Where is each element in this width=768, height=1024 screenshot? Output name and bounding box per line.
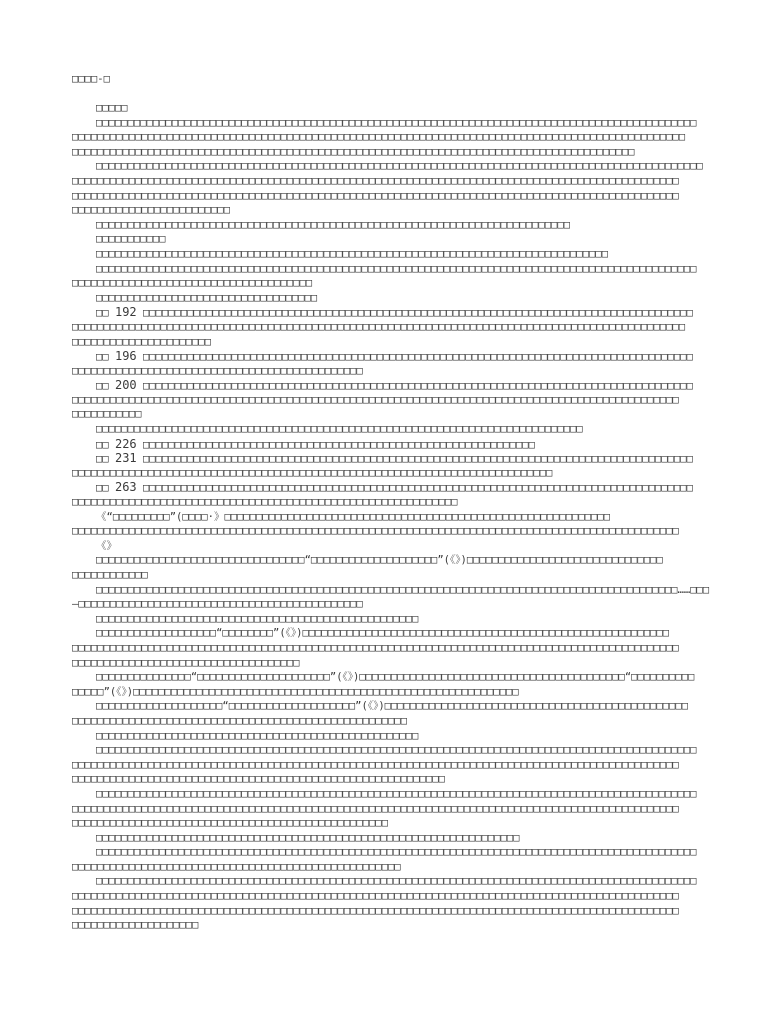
line-text: □□□□□□□□□□□□□□□□□□□□□□□□□□□□□□□□□“□□□□□□□□□□□□□□□□□□□□”(《》)□□□□□□□□□□□□□□□□□□□□□□□□□□□□□□□ [96,554,663,567]
line-text: □□□□□□□□□□□□□□□□□□□□□□□□□□□□□□□□□□□□ [72,656,300,669]
text-line [72,524,712,539]
line-text: □□□□□□□□□□□□□□□□□□□□□□□□□□□□□□□□□□□□□□□□□□□□□□□□□□□□□□□□□□□□□□□□□□□□□□□□□□□□□□□□□□□□□□□□□□□□□□□□ [72,525,679,538]
text-line [72,276,712,291]
line-text: □□□□□□□□□□□□□□□□□□□□□□□□□□□□□□□□□□□□□□□□□□□□□□□□□□□□□□□□□□□□□□□□□□□□□□□□□□□□ [72,466,553,479]
text-line [72,583,712,598]
text-line [72,262,712,277]
line-text: □□□□□□□□□□□□□□□□□□□□□□□□□□□□□□□□□□□□□□□□□□□□□□ [72,364,363,377]
line-text: □□□□□□□□□□□□□□□□□□□□□□□□□□□□□□□□□□□□□□□□□□□□□□□□□□□□ [72,860,401,873]
line-text: □□□□□□□□□□□□□□□□□□□□□□□□□□□□□□□□□□□□□□□□□□□□□□□□□□□□□□□□□□□□□□□□□□□□□□□□□□□□□□□□□□□□□□□ [136,307,693,320]
text-line [72,772,712,787]
page-header: □□□□-□ [72,73,110,85]
text-line [72,743,712,758]
body-text [72,101,712,933]
text-line [72,553,712,568]
text-line [72,407,712,422]
text-line [72,174,712,189]
text-line [72,641,712,656]
text-line [72,685,712,700]
line-text: □□□□□□□□□□□□□□□□□□□□□□□□□□□□□□□□□□□□□□□□□□□□□□□□□□□□□□□□□□□□□□□□□□□□□□□□□□□□□□□□□□□□□□□ [136,380,693,393]
text-line [72,656,712,671]
page-number-ref: 200 [114,378,137,393]
line-text: □□□□□”(《》)□□□□□□□□□□□□□□□□□□□□□□□□□□□□□□□□□□□□□□□□□□□□□□□□□□□□□□□□□□□□□ [72,685,519,698]
text-line [72,116,712,131]
line-text: □□□□□□□□□□□□□□□□□□□□□□□□□□□□□□□□□□□□□□□□□□□□□□□□□□□ [96,729,419,742]
text-line [72,130,712,145]
line-text: □□□□□□□□□□□□□□□□□□□□ [72,919,199,932]
line-text: □□□□□□□□□□□□□□□□□□□□□□□□□□□□□□□□□□□□□□□□□□□□□□□□□□□□□□□□□□□□□□□□□□□□□□□□□□□□□□□□□□□□□□□ [136,453,693,466]
text-line [72,612,712,627]
text-line [72,495,712,510]
line-prefix: □□ [96,307,115,320]
text-line [72,874,712,889]
page-number-ref: 231 [114,451,137,466]
line-prefix: □□ [96,380,115,393]
line-text: □□□□□ [96,102,128,114]
text-line [72,437,712,452]
line-prefix: □□ [96,482,115,495]
text-line [72,568,712,583]
line-text: □□□□□□□□□□□□□□□□□□□□□□□□□□□□□□□□□□□□□□□□□□□□□□□□□□□□□□□□□□□□□□□□□□□□□□□□□□□□□□□□□□□□□□□□□□□□□□□ [96,846,697,859]
text-line [72,232,712,247]
line-text: □□□□□□□□□□□□□□□□□□□□□□□□□□□□□□□□□□□□□□□□□□□□□□□□□□□□□□□□□□□□□ [72,496,458,509]
text-line [72,422,712,437]
line-text: □□□□□□□□□□□□□□□□□□□□□□□□□□□□□□□□□□□□□□□□□□□□□□□□□□□□□□□□□□□□□□□□□□□□□□□□□□□□□□□□□□□□□□□□□□□□□□□□ [72,802,679,815]
line-text: □□□□□□□□□□□□□□□“□□□□□□□□□□□□□□□□□□□□□”(《》)□□□□□□□□□□□□□□□□□□□□□□□□□□□□□□□□□□□□□□□□□□“□□□□□□□□□□ [96,671,695,684]
line-text: □□□□□□□□□□□□□□□□□□□□□□□□□□□□□□□□□□□□□□□□□□□□□□□□□□□□□□□□□□□□□□□□□□□□□□□□□□□□□□□□□□□□□□□□□□□□□□□ [96,116,697,129]
text-line [72,889,712,904]
text-line [72,349,712,364]
text-line [72,378,712,393]
text-line [72,802,712,817]
line-text: □□□□□□□□□□□□□□□□□□□□□□□□□□□□□□□□□□□□□□□□□□□□□□□□□□ [72,817,389,830]
line-text: □□□□□□□□□□□□□□□□□□□□□□□□□□□□□□□□□□□□□□□□□□□□□□□□□□□□□□□□□□□□□□□□□□□□□□□□□□□□□ [96,423,583,436]
text-line [72,714,712,729]
line-prefix: □□ [96,438,115,451]
text-line [72,626,712,641]
line-text: □□□□□□□□□□□□□□□□□□□□□□□□□□□□□□□□□□□□□□□□□□□□□□□□□□□□□□□□□□□□□□□□□□□□□□□□□□□□□□□□□□□□□□□□□□□□□□□□□ [72,131,686,144]
line-text: □□□□□□□□□□□ [96,233,166,246]
text-line [72,699,712,714]
line-text: □□□□□□□□□□□□□□□□□□□□□□□□□□□□□□□□□□□□□□□□□□□□□□□□□□□□□□□□□□□□□□□□□□□ [96,831,520,844]
text-line [72,145,712,160]
text-line [72,480,712,495]
line-text: □□□□□□□□□□□□□□□□□□□□□□□□□□□□□□□□□□□□□□□□□□□□□□□□□□□□□□□□□□□□□□□□□□□□□□□□□□□□□□□□□□□□□□□□□□□□□□□□ [72,393,679,406]
line-prefix: □□ [96,453,115,466]
text-line [72,860,712,875]
page-number-ref: 263 [114,480,137,495]
text-line [72,393,712,408]
text-line [72,831,712,846]
text-line [72,918,712,933]
line-text: □□□□□□□□□□□ [72,408,142,421]
text-line [72,816,712,831]
line-text: 《“□□□□□□□□□”(□□□□·》□□□□□□□□□□□□□□□□□□□□□□□□□□□□□□□□□□□□□□□□□□□□□□□□□□□□□□□□□□□□□ [96,510,611,523]
text-line [72,159,712,174]
text-line [72,670,712,685]
text-line [72,510,712,525]
text-line [72,189,712,204]
line-text: □□□□□□□□□□□□□□□□□□□□□□□□□□□□□□□□□□□□□□□□□□□□□□□□□□□□□□□□□□□□□□□□□□□□□□□□□□□□□□□□□□□□□□□□□□□□□□□□ [96,160,703,173]
text-line [72,364,712,379]
line-text: □□□□□□□□□□□□□□□□□□□□□□□□□□□□□□□□□□□□□□□□□□□□□□□□□□□ [96,612,419,625]
line-text: □□□□□□□□□□□□□□□□□□□□□□□□□□□□□□□□□□□□□□□□□□□□□□□□□□□□□□□□□□□□□□□□□□□□□□□□□□□□□□□□□□□□□□□□□□□□□□□□ [72,758,679,771]
line-text: —□□□□□□□□□□□□□□□□□□□□□□□□□□□□□□□□□□□□□□□□□□□□□ [72,598,363,611]
page-number-ref: 192 [114,305,137,320]
text-line [72,320,712,335]
line-text: □□□□□□□□□□□□□□□□□□□□“□□□□□□□□□□□□□□□□□□□□”(《》)□□□□□□□□□□□□□□□□□□□□□□□□□□□□□□□□□□□□□□□□□□□□□□□□ [96,700,689,713]
text-line [72,203,712,218]
line-text: □□□□□□□□□□□□□□□□□□□□□□□□□□□□□□□□□□□□□□□□□□□□□□□□□□□□□□□□□□□□□□□□□□□□□□□□□□□□□□□□□□□□□□□□□□□□□□□□□ [72,320,686,333]
line-text: □□□□□□□□□□□□□□□□□□□□□□□□□□□□□□□□□□□□□□□□□□□□□□□□□□□□□ [72,714,408,727]
text-line [72,451,712,466]
text-line [72,466,712,481]
line-text: □□□□□□□□□□□□□□□□□□□□□□□□□□□□□□□□□□□□□□□□□□□□□□□□□□□□□□□□□□□□□□□□□□□□□□□□□□□□□□□□□□□□□□□□□□□□□□□ [96,875,697,888]
text-line [72,539,712,554]
line-text: □□□□□□□□□□□□□□□□□□□□□□□□□□□□□□□□□□□□□□□□□□□□□□□□□□□□□□□□□□□□□□□□□□□□□□□□□□□□□□□□□□□□□□□□□□□□……□□□ [96,583,710,596]
line-text: □□□□□□□□□□□□□□□□□□□□□□□□□□□□□□□□□□□□□□□□□□□□□□□□□□□□□□□□□□□□□□ [136,438,535,451]
line-text: □□□□□□□□□□□□□□□□□□□□□□□□□□□□□□□□□□□□□□□□□□□□□□□□□□□□□□□□□□□□□□□□□□□□□□□□□□□□□□□□□□□□□□□□□□□□□□□□ [72,641,679,654]
line-text: □□□□□□□□□□□□□□□□□□□□□□□□□□□□□□□□□□□□□□□□□□□□□□□□□□□□□□□□□□□□□□□□□□□□□□□□□□□□□□□□□□□□□□□□□□□□□□□ [96,744,697,757]
line-text: □□□□□□□□□□□□□□□□□□□□□□□□□□□□□□□□□□□□□□□□□□□□□□□□□□□□□□□□□□□□□□□□□□□□□□□□□□□□□□□□□□□□□□□□□□□□□□□□ [72,890,679,903]
line-text: □□□□□□□□□□□□□□□□□□□□□□□□□□□□□□□□□□□□□□ [72,277,313,290]
line-text: 《》 [96,539,117,552]
line-text: □□□□□□□□□□□□□□□□□□□□□□□□□ [72,204,231,217]
line-text: □□□□□□□□□□□□□□□□□□□□□□□□□□□□□□□□□□□□□□□□□□□□□□□□□□□□□□□□□□□□□□□□□□□□□□□□□□□□□□□□□□□□□□□□□□□□□□□ [96,262,697,275]
line-text: □□□□□□□□□□□□□□□□□□□□□□□□□□□□□□□□□□□□□□□□□□□□□□□□□□□□□□□□□□□□□□□□□□□□□□□□□□□□□□□□□□□□□□□□□□□□□□□□ [72,904,679,917]
line-text: □□□□□□□□□□□□□□□□□□□□□□□□□□□□□□□□□□□□□□□□□□□□□□□□□□□□□□□□□□□□□□□□□□□□□□□□□□□□□□□□□□□□□□□□□□□□□□□□ [72,174,679,187]
line-text: □□□□□□□□□□□□□□□□□□□□□□□□□□□□□□□□□□□□□□□□□□□□□□□□□□□□□□□□□□□□□□□□□□□□□□□□□□□□□□□□□□□□□□□□□ [72,145,635,158]
text-line [72,291,712,306]
line-text: □□□□□□□□□□□□□□□□□□□□□□□□□□□□□□□□□□□□□□□□□□□□□□□□□□□□□□□□□□□□□□□□□□□□□□□□□□□□□□□□□□□□□□□□□□□□□□□ [96,787,697,800]
text-line [72,335,712,350]
line-text: □□□□□□□□□□□□□□□□□□□□□□□□□□□□□□□□□□□□□□□□□□□□□□□□□□□□□□□□□□□□□□□□□□□□□□□□□□□□□□□□□□□□□□□ [136,482,693,495]
text-line [72,758,712,773]
text-line [72,845,712,860]
text-line [72,729,712,744]
line-text: □□□□□□□□□□□□□□□□□□□□□□□□□□□□□□□□□□□□□□□□□□□□□□□□□□□□□□□□□□□□□□□□□□□□□□□□□□□□□□□□□□□□□□□□□□□□□□□□ [72,189,679,202]
text-line [72,101,712,116]
text-line [72,597,712,612]
line-text: □□□□□□□□□□□□ [72,569,148,581]
text-line [72,305,712,320]
text-line [72,787,712,802]
line-prefix: □□ [96,351,115,364]
page-number-ref: 226 [114,436,137,451]
text-line [72,247,712,262]
line-text: □□□□□□□□□□□□□□□□□□□□□□□□□□□□□□□□□□□□□□□□□□□□□□□□□□□□□□□□□□□□□□□□□□□□□□□□□□□□□□□□□ [96,247,609,260]
line-text: □□□□□□□□□□□□□□□□□□□“□□□□□□□□”(《》)□□□□□□□□□□□□□□□□□□□□□□□□□□□□□□□□□□□□□□□□□□□□□□□□□□□□□□□□□□ [96,627,670,640]
text-line [72,904,712,919]
text-line [72,218,712,233]
page-number-ref: 196 [114,349,137,364]
line-text: □□□□□□□□□□□□□□□□□□□□□□□□□□□□□□□□□□□□□□□□□□□□□□□□□□□□□□□□□□□□□□□□□□□□□□□□□□□□□□□□□□□□□□□ [136,351,693,364]
line-text: □□□□□□□□□□□□□□□□□□□□□□ [72,335,212,348]
line-text: □□□□□□□□□□□□□□□□□□□□□□□□□□□□□□□□□□□□□□□□□□□□□□□□□□□□□□□□□□□ [72,773,445,786]
line-text: □□□□□□□□□□□□□□□□□□□□□□□□□□□□□□□□□□□□□□□□□□□□□□□□□□□□□□□□□□□□□□□□□□□□□□□□□□□ [96,218,571,231]
line-text: □□□□□□□□□□□□□□□□□□□□□□□□□□□□□□□□□□□ [96,291,318,304]
